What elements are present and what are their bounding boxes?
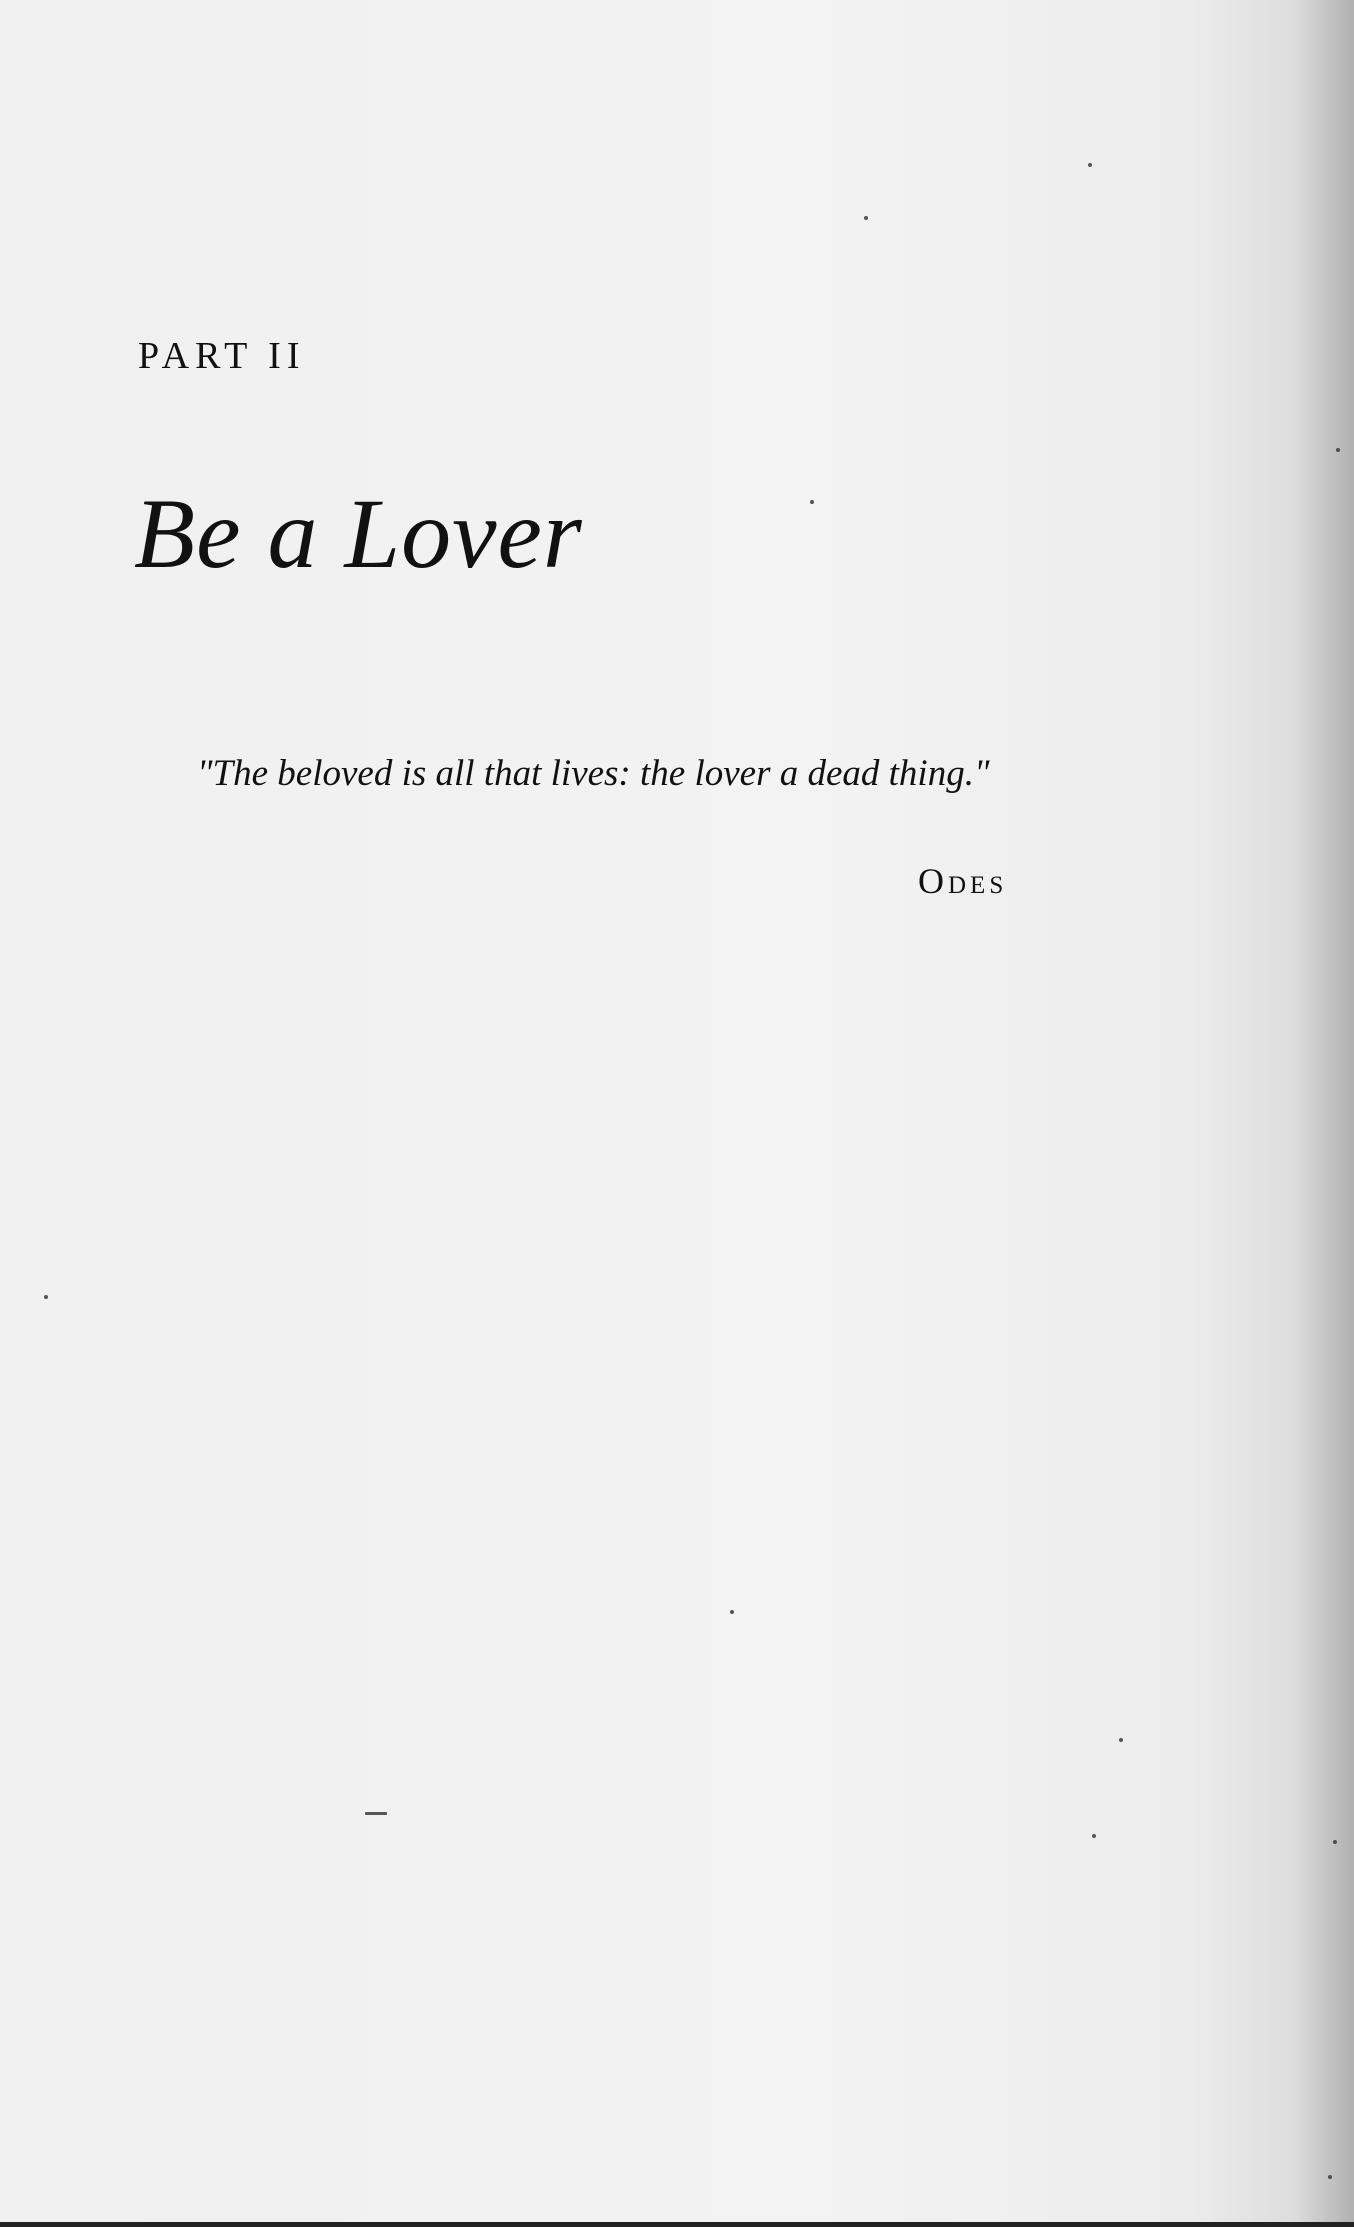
epigraph-quote: "The beloved is all that lives: the lover a dead thing." (197, 753, 990, 794)
page-edge-shadow (1294, 0, 1354, 2227)
epigraph-attribution: Odes (918, 861, 1008, 901)
part-label: PART II (138, 335, 306, 377)
chapter-title: Be a Lover (134, 478, 583, 589)
page-bottom-edge (0, 2222, 1354, 2227)
